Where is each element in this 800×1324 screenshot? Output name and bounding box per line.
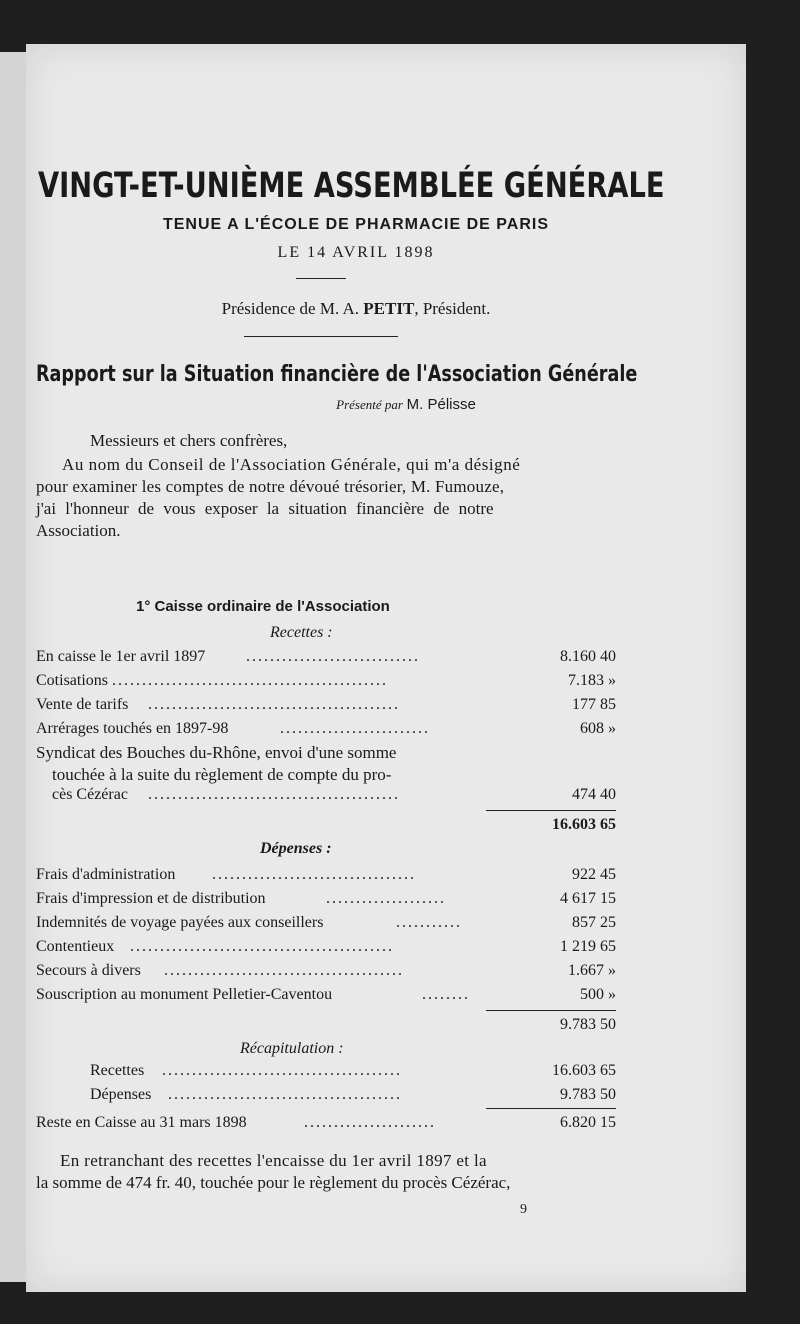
presidence-line: [0, 299, 716, 319]
ledger-row: [36, 986, 616, 1008]
ledger-row: [36, 1086, 616, 1108]
presente-par: Présenté par: [336, 397, 403, 412]
row-label: Recettes: [90, 1062, 145, 1079]
ledger-row: [36, 962, 616, 984]
row-label: Reste en Caisse au 31 mars 1898: [36, 1114, 247, 1131]
row-amount: 177 85: [572, 696, 616, 713]
total-rule: [486, 1108, 616, 1109]
row-amount: 474 40: [572, 786, 616, 803]
leader-dots: ..........................................: [148, 696, 400, 713]
row-amount: 500 »: [580, 986, 616, 1003]
presidence-suffix: , Président.: [414, 299, 491, 318]
document-page: [26, 44, 746, 1292]
depenses-total: 9.783 50: [560, 1016, 616, 1033]
leader-dots: ..........................................: [148, 786, 400, 803]
presenter-name: M. Pélisse: [406, 396, 476, 413]
leader-dots: ........................................: [162, 1062, 402, 1079]
intro-line-3: j'ai l'honneur de vous exposer la situation financière de notre: [36, 499, 494, 518]
ledger-row: [36, 786, 616, 808]
ledger-row: [36, 938, 616, 960]
leader-dots: ............................................: [130, 938, 394, 955]
total-rule: [486, 810, 616, 811]
row-amount: 6.820 15: [560, 1114, 616, 1131]
row-label: Frais d'administration: [36, 866, 176, 883]
presenter-line: [46, 396, 766, 414]
row-label: Cotisations: [36, 672, 109, 689]
recap-heading: Récapitulation :: [240, 1040, 344, 1057]
row-label: Indemnités de voyage payées aux conseillers: [36, 914, 324, 931]
ledger-row: [36, 1062, 616, 1084]
ledger-row: [36, 720, 616, 742]
ledger-row: [36, 890, 616, 912]
row-amount: 608 »: [580, 720, 616, 737]
row-label: Contentieux: [36, 938, 115, 955]
leader-dots: .........................: [280, 720, 430, 737]
ledger-row: [36, 648, 616, 670]
report-title: Rapport sur la Situation financière de l'Association Générale: [36, 362, 638, 387]
ledger-row: [36, 672, 616, 694]
row-amount: 16.603 65: [552, 1062, 616, 1079]
president-name: PETIT: [363, 299, 415, 318]
intro-line-4: Association.: [36, 521, 121, 540]
page-number: 9: [520, 1202, 527, 1217]
leader-dots: ........................................: [164, 962, 404, 979]
intro-line-2: pour examiner les comptes de notre dévoué trésorier, M. Fumouze,: [36, 477, 505, 496]
syndicat-line-2: touchée à la suite du règlement de compte du pro-: [52, 765, 392, 784]
facing-page-edge: [0, 52, 26, 1282]
row-amount: 9.783 50: [560, 1086, 616, 1103]
syndicat-line-1: Syndicat des Bouches du-Rhône, envoi d'une somme: [36, 743, 397, 762]
recettes-heading: Recettes :: [270, 624, 333, 641]
recettes-total: 16.603 65: [552, 816, 616, 833]
row-amount: 4 617 15: [560, 890, 616, 907]
row-label: Vente de tarifs: [36, 696, 129, 713]
row-label: Souscription au monument Pelletier-Caventou: [36, 986, 333, 1003]
row-amount: 1 219 65: [560, 938, 616, 955]
venue-line: TENUE A L'ÉCOLE DE PHARMACIE DE PARIS: [162, 216, 549, 233]
leader-dots: ..............................................: [112, 672, 388, 689]
row-label: Frais d'impression et de distribution: [36, 890, 266, 907]
row-amount: 857 25: [572, 914, 616, 931]
assembly-title: VINGT-ET-UNIÈME ASSEMBLÉE GÉNÉRALE: [38, 166, 665, 206]
leader-dots: ....................: [326, 890, 446, 907]
ledger-row-reste: [36, 1114, 616, 1136]
leader-dots: ...........: [396, 914, 462, 931]
greeting: Messieurs et chers confrères,: [90, 431, 288, 450]
row-amount: 8.160 40: [560, 648, 616, 665]
total-rule: [486, 1010, 616, 1011]
row-label: cès Cézérac: [52, 786, 128, 803]
row-label: Secours à divers: [36, 962, 141, 979]
closing-line-1: En retranchant des recettes l'encaisse du 1er avril 1897 et la: [60, 1151, 487, 1170]
leader-dots: .......................................: [168, 1086, 402, 1103]
row-amount: 1.667 »: [568, 962, 616, 979]
row-label: En caisse le 1er avril 1897: [36, 648, 206, 665]
leader-dots: ......................: [304, 1114, 436, 1131]
presidence-prefix: Présidence de M. A.: [221, 299, 364, 318]
ledger-row: [36, 914, 616, 936]
leader-dots: .............................: [246, 648, 420, 665]
ledger-row: [36, 696, 616, 718]
date-line: LE 14 AVRIL 1898: [277, 244, 435, 261]
short-rule: [296, 278, 346, 279]
intro-line-1: Au nom du Conseil de l'Association Générale, qui m'a désigné: [62, 455, 521, 474]
depenses-heading: Dépenses :: [260, 840, 332, 857]
closing-line-2: la somme de 474 fr. 40, touchée pour le règlement du procès Cézérac,: [36, 1173, 511, 1192]
leader-dots: ........: [422, 986, 470, 1003]
row-label: Arrérages touchés en 1897-98: [36, 720, 229, 737]
row-label: Dépenses: [90, 1086, 152, 1103]
section-heading-caisse: 1° Caisse ordinaire de l'Association: [136, 598, 390, 615]
ledger-row: [36, 866, 616, 888]
row-amount: 7.183 »: [568, 672, 616, 689]
section-rule: [244, 336, 398, 337]
leader-dots: ..................................: [212, 866, 416, 883]
row-amount: 922 45: [572, 866, 616, 883]
